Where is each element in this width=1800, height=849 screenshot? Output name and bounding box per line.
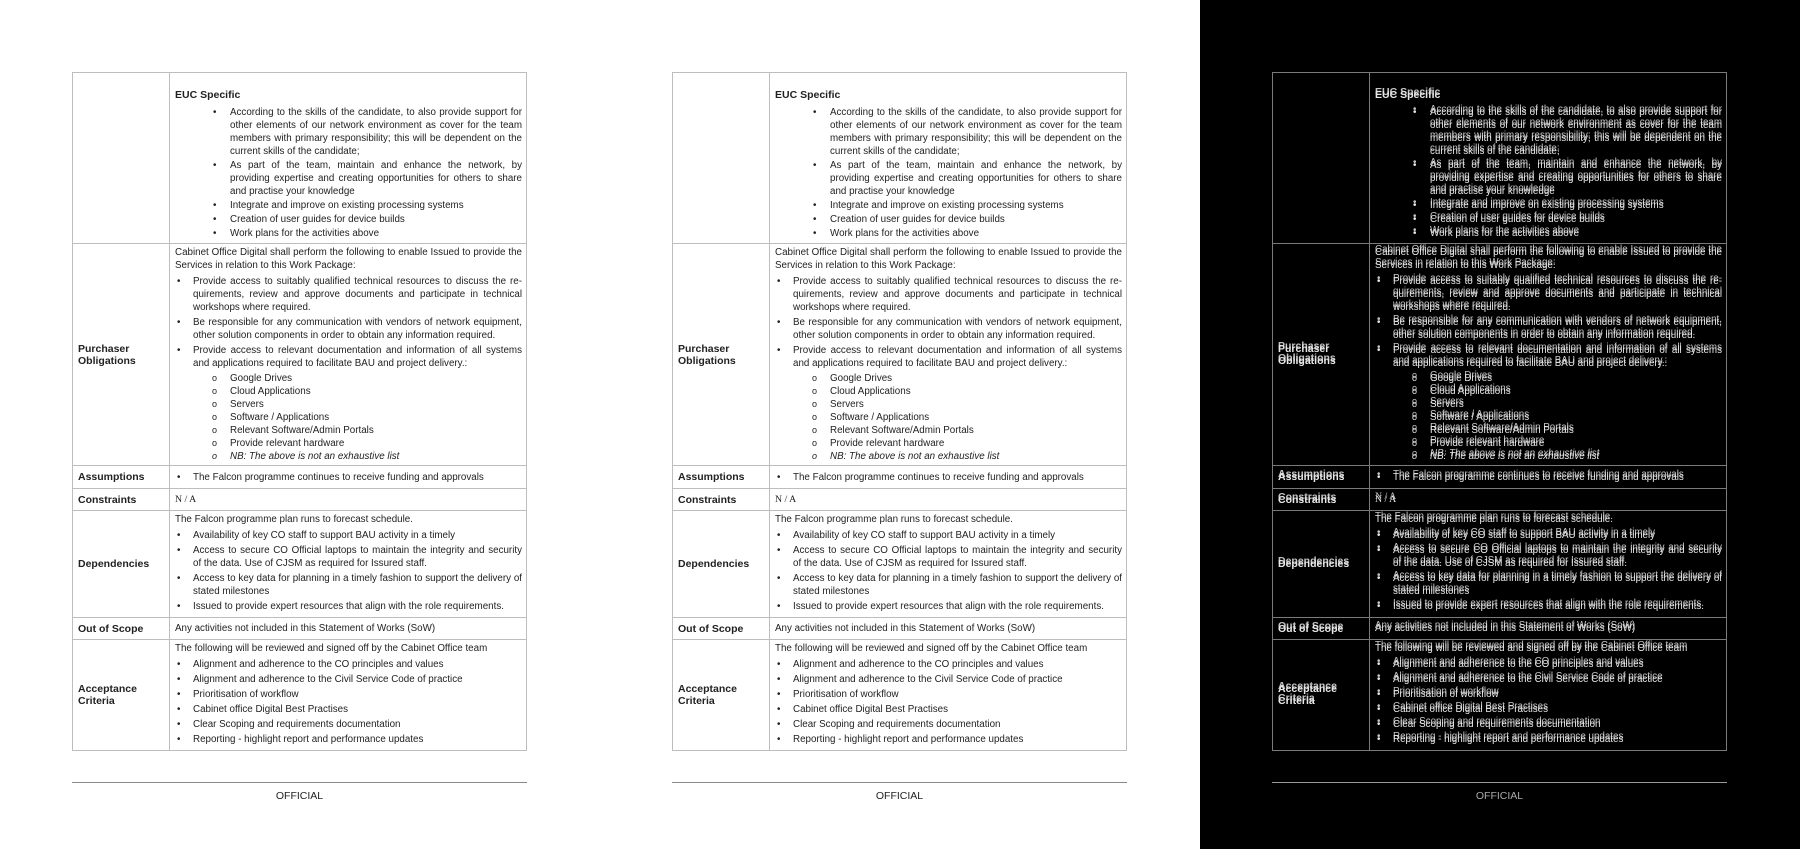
constraints-label: Constraints [73,489,170,511]
euc-row [1273,73,1727,244]
purchaser-sublist [175,372,522,463]
list-item: • Provide access to suitably qualified technical resources to discuss the re-quirements, review and approve documents and participate in technical workshops where required. [1375,275,1722,314]
purchaser-content [1370,244,1727,466]
sub-item: o Software / Applications [775,411,1122,424]
page-panel-middle [600,0,1200,849]
list-item: • Provide access to relevant documentation and information of all systems and applications required to facilitate BAU and project delivery.: [175,344,522,370]
list-item: • Access to key data for planning in a timely fashion to support the delivery of stated milestones [1375,572,1722,598]
dependencies-label: Dependencies [73,511,170,618]
sub-item: o Google Drives [175,372,522,385]
list-item: • Provide access to relevant documentation and information of all systems and applications required to facilitate BAU and project delivery.: [1375,344,1722,370]
sub-item: o Servers [1375,398,1722,411]
assumptions-label: Assumptions [1273,466,1370,489]
dependencies-intro: The Falcon programme plan runs to forecast schedule. [175,514,413,525]
assumptions-content [170,466,527,489]
purchaser-list [1375,275,1722,370]
sub-item: o Relevant Software/Admin Portals [175,424,522,437]
list-item: • Availability of key CO staff to support BAU activity in a timely [1375,529,1722,542]
document-page [1272,72,1727,751]
footer-label: OFFICIAL [875,790,924,802]
list-item: • Be responsible for any communication with vendors of network equipment, other solution components in order to obtain any information required. [175,316,522,342]
list-item: • Be responsible for any communication with vendors of network equipment, other solution components in order to obtain any information required. [1375,316,1722,342]
list-item: • Access to key data for planning in a timely fashion to support the delivery of stated milestones [775,572,1122,598]
sub-item: o Software / Applications [175,411,522,424]
list-item: • Alignment and adherence to the CO principles and values [175,658,522,671]
acceptance-list [175,658,522,746]
assumptions-content [770,466,1127,489]
dependencies-content [1370,511,1727,618]
acceptance-content [1370,640,1727,751]
acceptance-list [775,658,1122,746]
assumptions-label: Assumptions [673,466,770,489]
out-of-scope-row [73,618,527,640]
sub-item: o Provide relevant hardware [175,437,522,450]
sub-item: o Cloud Applications [1375,385,1722,398]
footer-rule [1272,782,1727,783]
dependencies-list [775,529,1122,613]
dependencies-content [770,511,1127,618]
out-of-scope-row [673,618,1127,640]
list-item: • Integrate and improve on existing processing systems [775,199,1122,212]
list-item: • Cabinet office Digital Best Practises [175,703,522,716]
list-item: • As part of the team, maintain and enhance the network, by providing expertise and creating opportunities for others to share and practise your knowledge [175,159,522,198]
dependencies-label: Dependencies [673,511,770,618]
page-panel-left [0,0,600,849]
euc-content [770,73,1127,244]
assumptions-content [1370,466,1727,489]
purchaser-list [175,275,522,370]
list-item: • Alignment and adherence to the CO principles and values [775,658,1122,671]
euc-title: EUC Specific [175,89,241,101]
dependencies-row [1273,511,1727,618]
purchaser-sublist [1375,372,1722,463]
dependencies-label: Dependencies [1273,511,1370,618]
out-of-scope-value: Any activities not included in this Statement of Works (SoW) [170,618,527,640]
list-item: • Access to secure CO Official laptops to maintain the integrity and security of the data. Use of CJSM as required for Issured staff. [1375,544,1722,570]
list-item: • The Falcon programme continues to receive funding and approvals [775,471,1122,484]
list-item: • Work plans for the activities above [1375,227,1722,240]
list-item: • Reporting - highlight report and performance updates [1375,733,1722,746]
nb-note: o NB: The above is not an exhaustive list [1375,450,1722,463]
list-item: • Prioritisation of workflow [775,688,1122,701]
assumptions-row [1273,466,1727,489]
sub-item: o Google Drives [1375,372,1722,385]
acceptance-row [73,640,527,751]
list-item: • Access to secure CO Official laptops to maintain the integrity and security of the data. Use of CJSM as required for Issured staff. [175,544,522,570]
nb-note: o NB: The above is not an exhaustive list [175,450,522,463]
dependencies-list [1375,529,1722,613]
assumptions-list [1375,471,1722,484]
list-item: • According to the skills of the candidate, to also provide support for other elements of our network environment as cover for the team members with primary responsibility; this will be dependent on the current skills of the candidate; [175,106,522,158]
sub-item: o Cloud Applications [775,385,1122,398]
assumptions-row [73,466,527,489]
dependencies-content [170,511,527,618]
list-item: • Clear Scoping and requirements documentation [775,718,1122,731]
list-item: • According to the skills of the candidate, to also provide support for other elements of our network environment as cover for the team members with primary responsibility; this will be dependent on the current skills of the candidate; [775,106,1122,158]
sow-table [672,72,1127,751]
list-item: • As part of the team, maintain and enhance the network, by providing expertise and creating opportunities for others to share and practise your knowledge [775,159,1122,198]
footer-label: OFFICIAL [275,790,324,802]
purchaser-row [673,244,1127,466]
sub-item: o Relevant Software/Admin Portals [775,424,1122,437]
dependencies-list [175,529,522,613]
assumptions-label: Assumptions [73,466,170,489]
list-item: • Availability of key CO staff to support BAU activity in a timely [175,529,522,542]
euc-content [1370,73,1727,244]
list-item: • Alignment and adherence to the Civil Service Code of practice [175,673,522,686]
sow-table [1272,72,1727,751]
acceptance-list [1375,658,1722,746]
dependencies-row [673,511,1127,618]
purchaser-intro: Cabinet Office Digital shall perform the following to enable Issued to provide the Services in relation to this Work Package: [775,247,1122,271]
list-item: • Work plans for the activities above [175,227,522,240]
list-item: • Integrate and improve on existing processing systems [175,199,522,212]
purchaser-intro: Cabinet Office Digital shall perform the following to enable Issued to provide the Services in relation to this Work Package: [1375,247,1722,271]
assumptions-row [673,466,1127,489]
list-item: • Reporting - highlight report and performance updates [775,733,1122,746]
euc-label-cell [673,73,770,244]
out-of-scope-label: Out of Scope [673,618,770,640]
list-item: • Access to key data for planning in a timely fashion to support the delivery of stated milestones [175,572,522,598]
acceptance-label: Acceptance Criteria [1273,640,1370,751]
sub-item: o Relevant Software/Admin Portals [1375,424,1722,437]
assumptions-list [175,471,522,484]
constraints-value: N / A [170,489,527,511]
sub-item: o Google Drives [775,372,1122,385]
dependencies-intro: The Falcon programme plan runs to forecast schedule. [775,514,1013,525]
list-item: • Provide access to suitably qualified technical resources to discuss the re-quirements, review and approve documents and participate in technical workshops where required. [775,275,1122,314]
purchaser-intro: Cabinet Office Digital shall perform the following to enable Issued to provide the Services in relation to this Work Package: [175,247,522,271]
acceptance-intro: The following will be reviewed and signed off by the Cabinet Office team [1375,643,1688,654]
list-item: • Clear Scoping and requirements documentation [1375,718,1722,731]
out-of-scope-value: Any activities not included in this Statement of Works (SoW) [770,618,1127,640]
euc-list [775,106,1122,240]
list-item: • According to the skills of the candidate, to also provide support for other elements of our network environment as cover for the team members with primary responsibility; this will be dependent on the current skills of the candidate; [1375,106,1722,158]
list-item: • Issued to provide expert resources that align with the role requirements. [775,600,1122,613]
purchaser-content [170,244,527,466]
list-item: • Creation of user guides for device builds [775,213,1122,226]
list-item: • Alignment and adherence to the CO principles and values [1375,658,1722,671]
constraints-row [1273,489,1727,511]
list-item: • Cabinet office Digital Best Practises [1375,703,1722,716]
list-item: • Creation of user guides for device builds [1375,213,1722,226]
sub-item: o Servers [175,398,522,411]
constraints-row [673,489,1127,511]
acceptance-label: Acceptance Criteria [673,640,770,751]
euc-label-cell [1273,73,1370,244]
constraints-label: Constraints [1273,489,1370,511]
euc-title: EUC Specific [775,89,841,101]
constraints-value: N / A [1370,489,1727,511]
list-item: • Provide access to suitably qualified technical resources to discuss the re-quirements, review and approve documents and participate in technical workshops where required. [175,275,522,314]
sub-item: o Servers [775,398,1122,411]
dependencies-row [73,511,527,618]
sow-table [72,72,527,751]
list-item: • Cabinet office Digital Best Practises [775,703,1122,716]
purchaser-label: Purchaser Obligations [673,244,770,466]
list-item: • Alignment and adherence to the Civil Service Code of practice [1375,673,1722,686]
list-item: • Work plans for the activities above [775,227,1122,240]
out-of-scope-row [1273,618,1727,640]
out-of-scope-label: Out of Scope [73,618,170,640]
euc-title: EUC Specific [1375,89,1441,101]
acceptance-intro: The following will be reviewed and signed off by the Cabinet Office team [175,643,488,654]
list-item: • Availability of key CO staff to support BAU activity in a timely [775,529,1122,542]
purchaser-label: Purchaser Obligations [1273,244,1370,466]
purchaser-content [770,244,1127,466]
purchaser-sublist [775,372,1122,463]
purchaser-label: Purchaser Obligations [73,244,170,466]
euc-row [673,73,1127,244]
purchaser-row [1273,244,1727,466]
euc-list [1375,106,1722,240]
footer-rule [72,782,527,783]
footer-label: OFFICIAL [1475,790,1524,802]
sub-item: o Cloud Applications [175,385,522,398]
acceptance-label: Acceptance Criteria [73,640,170,751]
dependencies-intro: The Falcon programme plan runs to forecast schedule. [1375,514,1613,525]
euc-row [73,73,527,244]
purchaser-list [775,275,1122,370]
list-item: • The Falcon programme continues to receive funding and approvals [175,471,522,484]
list-item: • The Falcon programme continues to receive funding and approvals [1375,471,1722,484]
document-page [72,72,527,751]
out-of-scope-label: Out of Scope [1273,618,1370,640]
acceptance-content [770,640,1127,751]
euc-label-cell [73,73,170,244]
page-panel-right [1200,0,1800,849]
list-item: • Prioritisation of workflow [175,688,522,701]
acceptance-intro: The following will be reviewed and signed off by the Cabinet Office team [775,643,1088,654]
constraints-label: Constraints [673,489,770,511]
acceptance-row [1273,640,1727,751]
sub-item: o Provide relevant hardware [1375,437,1722,450]
constraints-value: N / A [770,489,1127,511]
list-item: • As part of the team, maintain and enhance the network, by providing expertise and creating opportunities for others to share and practise your knowledge [1375,159,1722,198]
out-of-scope-value: Any activities not included in this Statement of Works (SoW) [1370,618,1727,640]
list-item: • Issued to provide expert resources that align with the role requirements. [1375,600,1722,613]
document-page [672,72,1127,751]
list-item: • Clear Scoping and requirements documentation [175,718,522,731]
footer-rule [672,782,1127,783]
list-item: • Access to secure CO Official laptops to maintain the integrity and security of the data. Use of CJSM as required for Issured staff. [775,544,1122,570]
euc-content [170,73,527,244]
acceptance-content [170,640,527,751]
list-item: • Integrate and improve on existing processing systems [1375,199,1722,212]
list-item: • Provide access to relevant documentation and information of all systems and applications required to facilitate BAU and project delivery.: [775,344,1122,370]
assumptions-list [775,471,1122,484]
list-item: • Prioritisation of workflow [1375,688,1722,701]
list-item: • Be responsible for any communication with vendors of network equipment, other solution components in order to obtain any information required. [775,316,1122,342]
acceptance-row [673,640,1127,751]
list-item: • Issued to provide expert resources that align with the role requirements. [175,600,522,613]
list-item: • Creation of user guides for device builds [175,213,522,226]
constraints-row [73,489,527,511]
list-item: • Alignment and adherence to the Civil Service Code of practice [775,673,1122,686]
nb-note: o NB: The above is not an exhaustive list [775,450,1122,463]
sub-item: o Software / Applications [1375,411,1722,424]
purchaser-row [73,244,527,466]
sub-item: o Provide relevant hardware [775,437,1122,450]
list-item: • Reporting - highlight report and performance updates [175,733,522,746]
euc-list [175,106,522,240]
